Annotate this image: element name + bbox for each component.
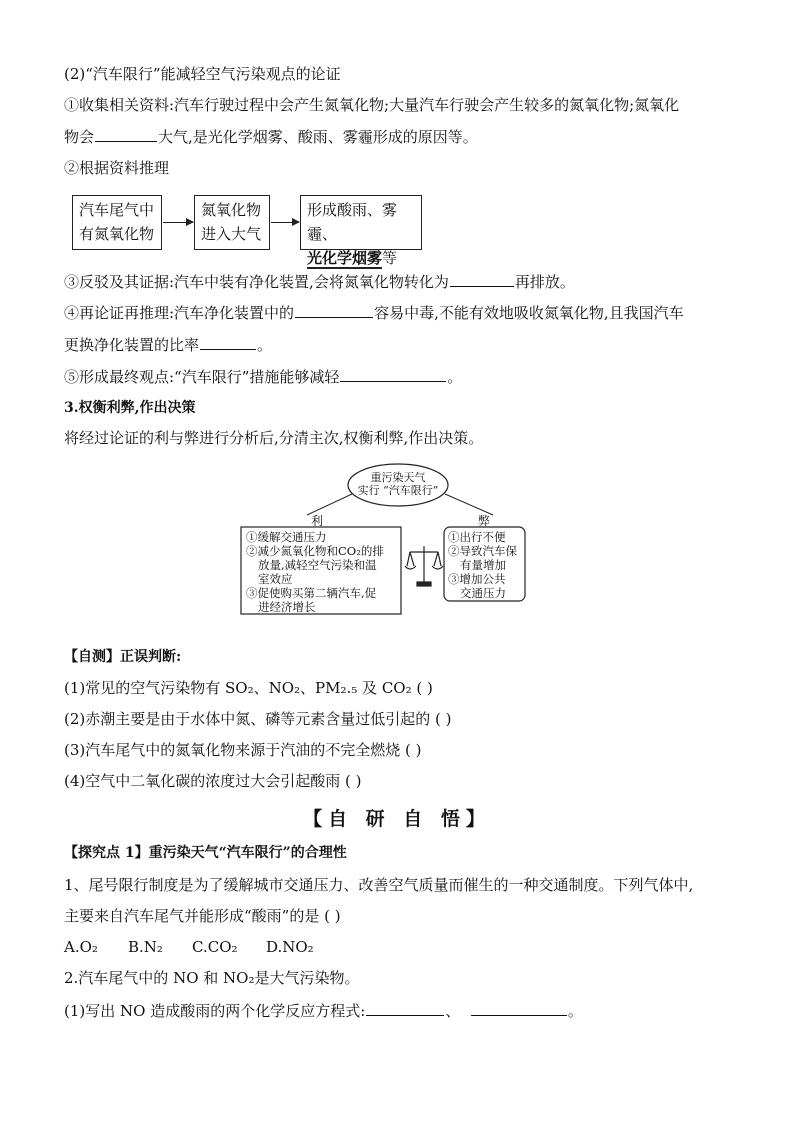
cons-list: [448, 530, 524, 600]
step3-pre: ③反驳及其证据:汽车中装有净化装置,会将氮氧化物转化为: [64, 273, 449, 291]
step1-pre: 物会: [64, 128, 95, 146]
option-a[interactable]: A.O₂: [64, 938, 98, 956]
pros-item: ①缓解交通压力: [246, 530, 327, 544]
blank-6[interactable]: [366, 1000, 444, 1016]
explore-q1-line2: 主要来自汽车尾气并能形成“酸雨”的是 ( ): [64, 907, 341, 925]
option-b[interactable]: B.N₂: [128, 938, 163, 956]
pros-item: 进经济增长: [258, 600, 316, 614]
pro-label: 利: [311, 514, 324, 528]
options-row: [64, 937, 314, 957]
top-ellipse-text: [355, 471, 441, 497]
flow-box3-line1: 形成酸雨、雾霾、: [307, 201, 398, 243]
section-heading: 【自 研 自 悟】: [303, 808, 491, 830]
con-label: 弊: [478, 514, 491, 528]
q2-1-post: 。: [567, 1002, 583, 1020]
q2-1-pre: (1)写出 NO 造成酸雨的两个化学反应方程式:: [64, 1002, 366, 1020]
selftest-q1: (1)常见的空气污染物有 SO₂、NO₂、PM₂.₅ 及 CO₂ ( ): [64, 679, 433, 697]
step5-post: 。: [447, 368, 463, 386]
pros-item: 室效应: [258, 572, 293, 586]
flow-box3-bold: 光化学烟雾: [307, 249, 383, 267]
pros-item: 放量,减轻空气污染和温: [258, 558, 377, 572]
top-line2: 实行 “汽车限行”: [357, 484, 439, 497]
section3-title: 3.权衡利弊,作出决策: [64, 400, 196, 416]
step4-pre: ④再论证再推理:汽车净化装置中的: [64, 304, 295, 322]
step4b-post: 。: [257, 336, 273, 354]
q2-1-mid: 、: [445, 1002, 461, 1020]
explore-title: 【探究点 1】重污染天气“汽车限行”的合理性: [64, 845, 347, 861]
cons-item: 交通压力: [460, 586, 506, 600]
step1-line1: ①收集相关资料:汽车行驶过程中会产生氮氧化物;大量汽车行驶会产生较多的氮氧化物;氮氧化: [64, 96, 680, 114]
section3-text: 将经过论证的利与弊进行分析后,分清主次,权衡利弊,作出决策。: [64, 429, 484, 447]
pros-item: ②减少氮氧化物和CO₂的排: [246, 544, 384, 558]
explore-q1-line1: 1、尾号限行制度是为了缓解城市交通压力、改善空气质量而催生的一种交通制度。下列气体中,: [64, 876, 694, 894]
flow-box3-rest: 等: [382, 249, 398, 267]
selftest-q3: (3)汽车尾气中的氮氧化物来源于汽油的不完全燃烧 ( ): [64, 741, 422, 759]
step3-post: 再排放。: [514, 273, 575, 291]
flow-box1-line2: 有氮氧化物: [79, 225, 155, 243]
selftest-q4: (4)空气中二氧化碳的浓度过大会引起酸雨 ( ): [64, 772, 362, 790]
flow-box2-line1: 氮氧化物: [201, 201, 262, 219]
step4-post: 容易中毒,不能有效地吸收氮氧化物,且我国汽车: [374, 304, 684, 322]
cons-item: 有量增加: [460, 558, 506, 572]
scale-icon: [405, 546, 443, 586]
selftest-q2: (2)赤潮主要是由于水体中氮、磷等元素含量过低引起的 ( ): [64, 710, 452, 728]
step5-pre: ⑤形成最终观点:“汽车限行”措施能够减轻: [64, 368, 340, 386]
pros-list: [246, 530, 398, 614]
cons-item: ③增加公共: [448, 572, 506, 586]
cons-item: ①出行不便: [448, 530, 506, 544]
section2-title: (2)“汽车限行”能减轻空气污染观点的论证: [64, 65, 341, 83]
step4b-pre: 更换净化装置的比率: [64, 336, 200, 354]
step1-post: 大气,是光化学烟雾、酸雨、雾霾形成的原因等。: [158, 128, 478, 146]
blank-7[interactable]: [471, 1000, 567, 1016]
flow-box2-line2: 进入大气: [201, 225, 262, 243]
step2-label: ②根据资料推理: [64, 159, 170, 177]
option-d[interactable]: D.NO₂: [266, 938, 314, 956]
selftest-title: 【自测】正误判断:: [64, 649, 182, 665]
pros-item: ③促使购买第二辆汽车,促: [246, 586, 377, 600]
explore-q2: 2.汽车尾气中的 NO 和 NO₂是大气污染物。: [64, 969, 360, 987]
flow-box1-line1: 汽车尾气中: [79, 201, 155, 219]
cons-item: ②导致汽车保: [448, 544, 517, 558]
explore-q2-1: [64, 1000, 583, 1021]
option-c[interactable]: C.CO₂: [192, 938, 238, 956]
top-line1: 重污染天气: [370, 471, 426, 484]
